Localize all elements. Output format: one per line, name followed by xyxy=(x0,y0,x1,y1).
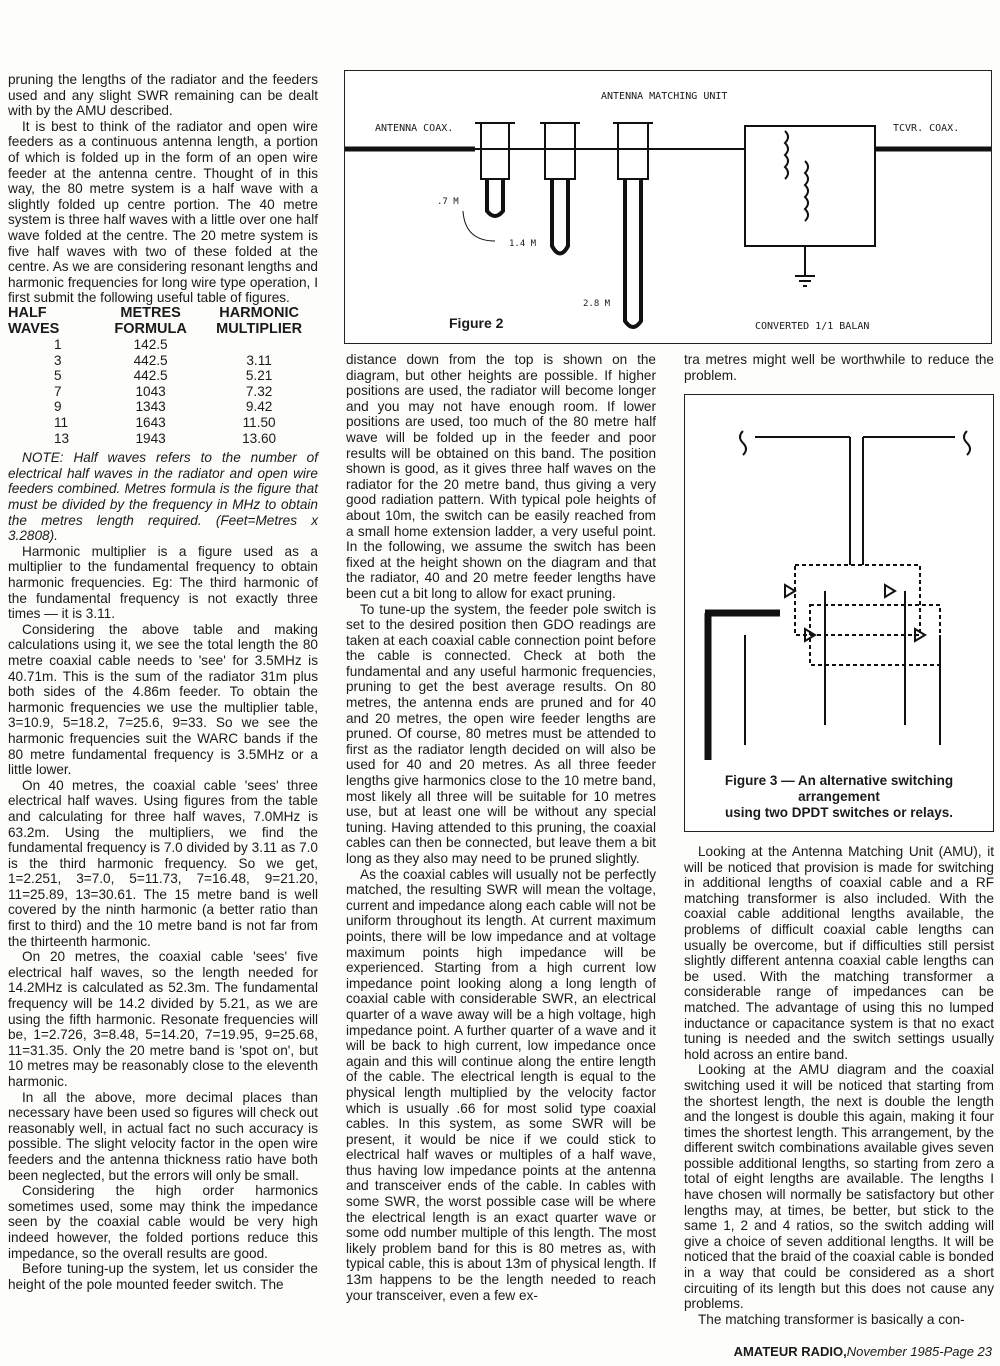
table-cell: 13 xyxy=(54,430,70,446)
table-cell: 13.60 xyxy=(242,430,277,446)
table-note: NOTE: Half waves refers to the number of electrical half waves in the radiator and open wire feeders combined. Metres formula is the figure that must be divided by the frequency in MHz to obtain the metres length required. (Feet=Metres x 3.2808). xyxy=(8,450,318,544)
antenna-end-left xyxy=(740,431,746,455)
harmonic-table xyxy=(8,306,318,446)
paragraph: Harmonic multiplier is a figure used as a multiplier to the fundamental frequency to obtain harmonic frequencies. Eg: The third harmonic of the fundamental frequency is not exactly three times — it is 3.11. xyxy=(8,543,318,622)
paragraph: Looking at the Antenna Matching Unit (AMU), it will be noticed that provision is made for switching in additional lengths of coaxial cable and a RF matching transformer is also included. With the coaxial cable additional lengths available, the problems of difficult coaxial cable lengths can usually be overcome, but if difficulties still persist slightly different antenna coaxial cable lengths can be used. With the matching transformer a considerable range of impedances can be matched. The advantage of using this no lumped inductance or capacitance system is that no exact tuning is needed and the switch settings usually hold across an entire band. xyxy=(684,844,994,1062)
issue-date: November 1985 xyxy=(846,1344,940,1359)
table-body xyxy=(8,337,318,446)
paragraph: Considering the above table and making calculations using it, we see the total length the 80 metre coaxial cable needs to 'see' for 3.5MHz is 40.71m. This is the sum of the radiator 31m plus both sides of the 4.86m feeder. To obtain the harmonic frequencies we use the multiplier table, 3=10.9, 5=18.2, 7=25.6, 9=33. So we see the harmonic frequencies suit the WARC bands if the 80 metre fundamental frequency is 3.5MHz or a little lower. xyxy=(8,621,318,778)
table-cell: 142.5 xyxy=(133,337,168,353)
table-cell: 7 xyxy=(54,383,62,399)
table-row xyxy=(8,399,318,415)
page-footer xyxy=(734,1344,992,1359)
paragraph: Considering the high order harmonics sometimes used, some may think the impedance seen by the coaxial cable would be very high indeed however, the folded portions reduce this impedance, so the overall results are good. xyxy=(8,1183,318,1261)
table-row xyxy=(8,384,318,400)
length-label-2: 1.4 M xyxy=(509,239,537,249)
table-row xyxy=(8,415,318,431)
magazine-name: AMATEUR RADIO, xyxy=(733,1344,847,1359)
balan-box xyxy=(745,126,875,246)
switch-a xyxy=(795,565,920,635)
table-cell: 9 xyxy=(54,399,62,415)
column-3-top xyxy=(684,352,994,383)
paragraph: The matching transformer is basically a con- xyxy=(698,1311,965,1327)
length-label-1: .7 M xyxy=(437,197,459,207)
paragraph: On 40 metres, the coaxial cable 'sees' three electrical half waves. Using figures from the table and calculating for three half waves, 7.0MHz is 63.2m. Using the multipliers, we find the fundamental frequency is 7.0 divided by 3.11 as 7.0 is the third harmonic frequency. So we get, 1=2.251, 3=7.0, 5=11.73, 7=16.48, 9=21.20, 11=25.89, 13=30.61. The 15 metre band is well covered by the ninth harmonic (a better ratio than first to third) and the 10 metre band is not far from the thirteenth harmonic. xyxy=(8,777,318,949)
paragraph: pruning the lengths of the radiator and the feeders used and any slight SWR remaining can be dealt with by the AMU described. xyxy=(8,72,318,119)
page-number: -Page 23 xyxy=(939,1344,992,1359)
table-cell: 3 xyxy=(54,352,62,368)
paragraph: distance down from the top is shown on the diagram, but other heights are possible. If higher positions are used, the radiator will become longer and you may not have enough room. If lower positions are used, too much of the 80 metre half wave will be folded up in the feeder and poor results will be obtained on this band. The position shown is good, as it gives three half waves on the radiator for the 20 metre band, thus giving a very good radiation pattern. With typical pole heights of about 10m, the switch can be easily reached from a small home extension ladder, a very useful point. In the following, we assume the switch has been fixed at the height shown on the diagram and that the radiator, 40 and 20 metre feeder lengths have been cut a bit long to allow for exact pruning. xyxy=(346,352,656,601)
length-label-3: 2.8 M xyxy=(583,299,611,309)
paragraph: Before tuning-up the system, let us consider the height of the pole mounted feeder switch. The xyxy=(8,1261,318,1292)
table-row xyxy=(8,353,318,369)
switch-1 xyxy=(475,123,515,179)
paragraph: Looking at the AMU diagram and the coaxial switching used it will be noticed that starting from the shortest length, the next is double the length and the longest is double this again, making it four times the shortest length. This arrangement, by the different switch combinations available gives seven possible additional lengths, so starting from zero a total of eight lengths are available. The lengths I have chosen will normally be satisfactory but other lengths may, at times, be better, but stick to the same 1, 2 and 4 ratios, so the switch adding will give a choice of seven additional lengths. It will be noticed that the braid of the coaxial cable is bonded in a way that could be considered as a short circuiting of its length but this does not cause any problems. xyxy=(684,1062,994,1312)
switch-3 xyxy=(613,123,653,179)
balan-coil-2 xyxy=(805,161,808,221)
table-cell: 442.5 xyxy=(133,352,168,368)
figure-2 xyxy=(344,70,992,344)
table-cell: 3.11 xyxy=(246,352,272,368)
figure-3-caption xyxy=(685,773,993,821)
stub-2 xyxy=(552,179,568,254)
table-row xyxy=(8,368,318,384)
paragraph: It is best to think of the radiator and open wire feeders as a continuous antenna length, a portion of which is folded up in the form of an open wire feeder at the antenna centre. Thought of in this way, the 80 metre system is a half wave with a slightly folded up centre portion. The 40 metre system is three half waves with a little over one half wave folded at the centre. The 20 metre system is five half waves with two of these folded at the centre. As we are considering resonant lengths and harmonic frequencies for long wire type operation, I first submit the following useful table of figures. xyxy=(8,118,318,306)
table-cell: 11 xyxy=(54,415,69,431)
paragraph: On 20 metres, the coaxial cable 'sees' five electrical half waves, so the length needed for 14.2MHz is calculated as 52.3m. The fundamental frequency will be 14.2 divided by 5.21, as we are using the fifth harmonic. Resonate frequencies will be, 1=2.726, 3=8.48, 5=14.20, 7=19.95, 9=25.68, 11=31.35. Only the 20 metre band is 'spot on', but 10 metres may be reasonably close to the eleventh harmonic. xyxy=(8,949,318,1089)
paragraph: tra metres might well be worthwhile to reduce the problem. xyxy=(684,352,994,383)
table-header: METRES FORMULA xyxy=(114,304,187,337)
table-cell: 5.21 xyxy=(245,368,273,384)
balan-label: CONVERTED 1/1 BALAN xyxy=(755,321,870,332)
stub-1 xyxy=(487,179,503,216)
figure-3-caption-line-2: using two DPDT switches or relays. xyxy=(724,805,954,820)
paragraph: In all the above, more decimal places than necessary have been used so figures will check out reasonably well, in actual fact no such accuracy is possible. The slight velocity factor in the open wire feeders and the antenna thickness ratio have both been neglected, but the errors will only be small. xyxy=(8,1089,318,1183)
figure-2-caption: Figure 2 xyxy=(449,315,504,331)
table-cell: 442.5 xyxy=(133,368,168,384)
table-cell: 1643 xyxy=(135,415,166,431)
table-row xyxy=(8,337,318,353)
contact xyxy=(885,585,895,597)
table-cell: 7.32 xyxy=(245,383,273,399)
amu-diagram xyxy=(345,71,991,343)
figure-3 xyxy=(684,394,994,832)
table-cell: 11.50 xyxy=(242,415,276,431)
antenna-coax-label: ANTENNA COAX. xyxy=(375,123,454,134)
table-cell: 1343 xyxy=(135,399,166,415)
table-cell: 1043 xyxy=(135,383,166,399)
table-row xyxy=(8,431,318,447)
switching-diagram xyxy=(685,395,993,831)
tcvr-coax-label: TCVR. COAX. xyxy=(893,123,960,134)
table-cell: 5 xyxy=(54,368,62,384)
column-3-bottom xyxy=(684,844,994,1327)
table-header: HARMONIC MULTIPLIER xyxy=(216,304,303,337)
amu-title: ANTENNA MATCHING UNIT xyxy=(601,91,728,102)
column-1 xyxy=(8,72,318,1292)
paragraph: As the coaxial cables will usually not be perfectly matched, the resulting SWR will mean the voltage, current and impedance along each cable will not be uniform throughout its length. At current maximum points, there will be low impedance and at voltage maximum points high impedance will be experienced. Starting from a high current low impedance point looking along a long length of coaxial cable with considerable SWR, an electrical quarter of a wave away will be a high voltage, high impedance point. A further quarter of a wave and it will be back to high current, low impedance once again and this will continue along the entire length of the cable. The electrical length is equal to the physical length multiplied by the velocity factor which is usually .66 for most solid type coaxial cables. In this system, as some SWR will be present, it would be nice if we could stick to electrical half waves or multiples of a half wave, thus having low impedance points at the antenna and transceiver ends of the cable. In cables with some SWR, the worst possible case will be where the electrical length is an exact quarter wave or some odd number multiple of this length. The most likely problem band for this is 80 metres as, with typical cable, this is about 13m of physical length. If 13m happens to be the length needed to reach your transceiver, even a few ex- xyxy=(346,866,656,1303)
contact xyxy=(785,585,795,597)
paragraph: To tune-up the system, the feeder pole switch is set to the desired position then GDO readings are taken at each coaxial cable connection point before the cable is connected. Check at both the fundamental and any useful harmonic frequencies, pruning to get the best average results. On 80 metres, the antenna ends are pruned and for 40 and 20 metres, the open wire feeder lengths are pruned. Of course, 80 metres must be attended to first as the radiator length decided on will also be used for 40 and 20 metres. As all three feeder lengths give harmonics close to the 10 metre band, most likely all three will be suitable for 10 metres use, but at least one will be without any special tuning. Having attended to this pruning, the coaxial cables can then be connected, but leave them a bit long as they also may need to be pruned slightly. xyxy=(346,601,656,866)
stub-3 xyxy=(625,179,641,327)
figure-3-caption-line-1: Figure 3 — An alternative switching arrangement xyxy=(724,773,954,804)
column-2 xyxy=(346,352,656,1303)
table-cell: 1943 xyxy=(135,430,166,446)
switch-2 xyxy=(540,123,580,179)
table-header: HALF WAVES xyxy=(8,304,60,337)
table-cell: 9.42 xyxy=(245,399,273,415)
antenna-end-right xyxy=(964,431,970,455)
table-cell: 1 xyxy=(54,337,62,353)
table-cell xyxy=(200,337,318,353)
balan-coil-1 xyxy=(785,131,788,179)
